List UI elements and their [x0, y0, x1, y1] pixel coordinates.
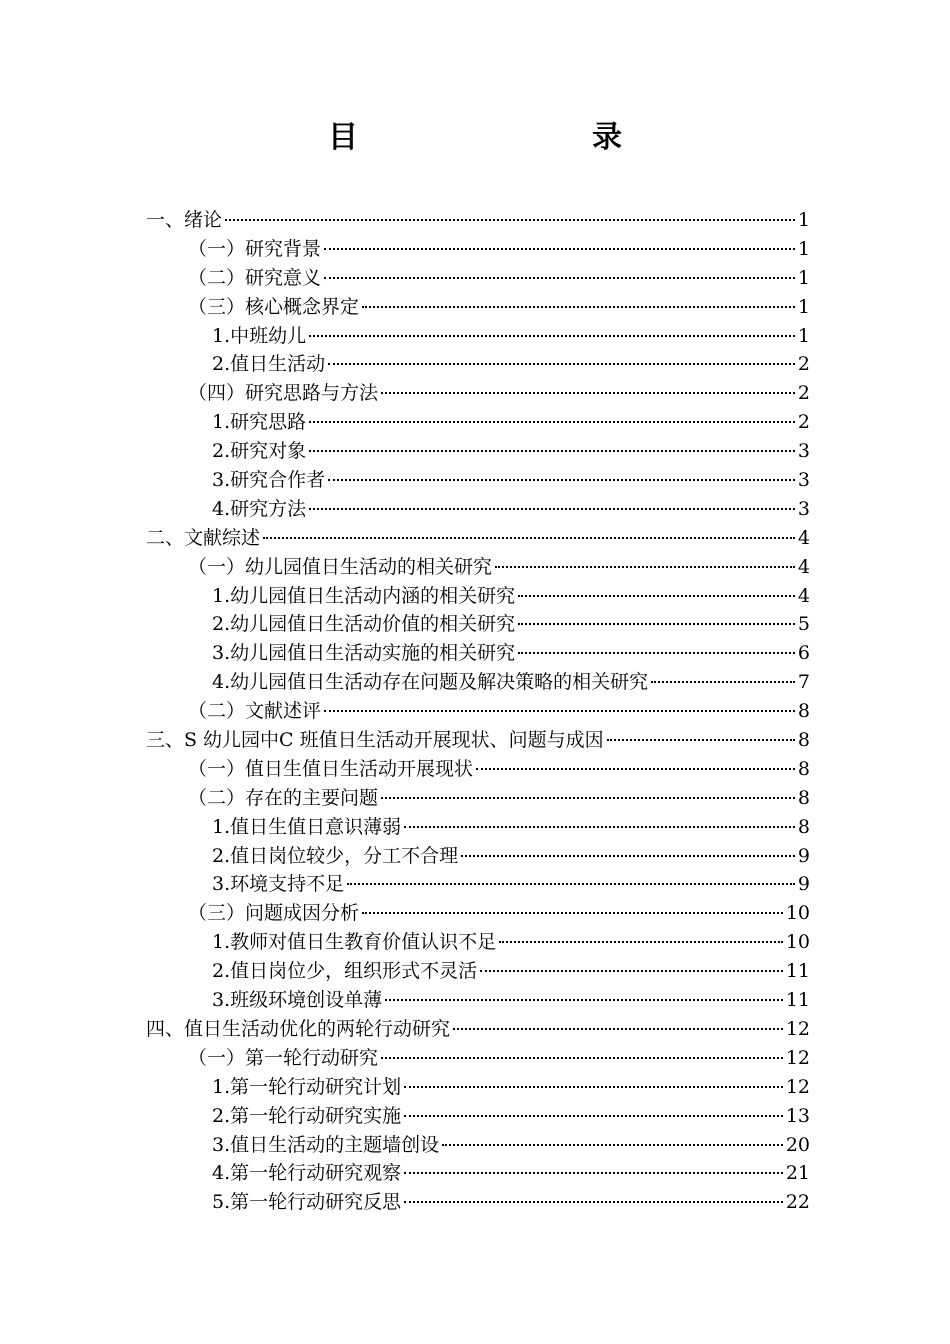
toc-entry-page-number: 1 [797, 295, 810, 318]
toc-entry-label: （二）存在的主要问题 [188, 786, 379, 809]
toc-entry[interactable] [146, 1015, 810, 1044]
toc-entry-label: （一）研究背景 [188, 237, 322, 260]
toc-entry[interactable] [146, 928, 810, 957]
toc-entry[interactable] [146, 1188, 810, 1217]
dot-leader [324, 710, 795, 712]
toc-entry-label: 3.班级环境创设单薄 [212, 989, 383, 1012]
dot-leader [404, 1086, 783, 1088]
toc-entry[interactable] [146, 726, 810, 755]
toc-entry[interactable] [146, 264, 810, 293]
toc-entry[interactable] [146, 582, 810, 611]
toc-entry-page-number: 21 [785, 1162, 810, 1185]
toc-entry-label: 2.第一轮行动研究实施 [212, 1104, 402, 1127]
toc-entry-label: （四）研究思路与方法 [188, 382, 379, 405]
dot-leader [518, 623, 795, 625]
toc-entry-label: 4.幼儿园值日生活动存在问题及解决策略的相关研究 [212, 671, 649, 694]
toc-entry-label: 3.研究合作者 [212, 469, 326, 492]
toc-entry-page-number: 3 [797, 469, 810, 492]
toc-entry-label: 4.第一轮行动研究观察 [212, 1162, 402, 1185]
toc-entry[interactable] [146, 870, 810, 899]
page-title: 目 录 [328, 120, 680, 155]
toc-entry-label: 1.第一轮行动研究计划 [212, 1075, 402, 1098]
toc-entry-page-number: 3 [797, 497, 810, 520]
toc-entry[interactable] [146, 466, 810, 495]
toc-entry-page-number: 9 [797, 844, 810, 867]
toc-entry[interactable] [146, 986, 810, 1015]
toc-entry-label: （一）幼儿园值日生活动的相关研究 [188, 555, 493, 578]
dot-leader [385, 999, 783, 1001]
dot-leader [518, 595, 795, 597]
toc-entry-page-number: 5 [797, 613, 810, 636]
toc-entry-page-number: 4 [797, 584, 810, 607]
toc-entry-label: （一）第一轮行动研究 [188, 1046, 379, 1069]
toc-entry-page-number: 2 [797, 411, 810, 434]
toc-entry-page-number: 1 [797, 266, 810, 289]
toc-entry-label: （三）核心概念界定 [188, 295, 360, 318]
toc-entry-label: 2.值日岗位较少，分工不合理 [212, 844, 459, 867]
dot-leader [347, 883, 795, 885]
toc-entry-page-number: 8 [797, 815, 810, 838]
toc-entry-label: 2.幼儿园值日生活动价值的相关研究 [212, 613, 516, 636]
toc-entry[interactable] [146, 293, 810, 322]
toc-entry-page-number: 3 [797, 440, 810, 463]
toc-entry-page-number: 2 [797, 353, 810, 376]
toc-entry-page-number: 10 [785, 931, 810, 954]
toc-entry-label: （二）文献述评 [188, 700, 322, 723]
dot-leader [499, 941, 783, 943]
toc-entry-page-number: 4 [797, 526, 810, 549]
dot-leader [263, 537, 795, 539]
toc-entry[interactable] [146, 495, 810, 524]
dot-leader [442, 1144, 783, 1146]
toc-entry-page-number: 1 [797, 237, 810, 260]
dot-leader [328, 479, 795, 481]
dot-leader [381, 1057, 783, 1059]
toc-entry-page-number: 6 [797, 642, 810, 665]
dot-leader [651, 681, 795, 683]
toc-entry[interactable] [146, 206, 810, 235]
toc-entry-page-number: 1 [797, 209, 810, 231]
dot-leader [453, 1028, 783, 1030]
toc-entry-page-number: 2 [797, 382, 810, 405]
toc-entry-label: （一）值日生值日生活动开展现状 [188, 757, 474, 780]
toc-entry-page-number: 7 [797, 671, 810, 694]
dot-leader [362, 306, 795, 308]
dot-leader [607, 739, 795, 741]
toc-entry-page-number: 8 [797, 700, 810, 723]
dot-leader [404, 826, 795, 828]
toc-entry[interactable] [146, 639, 810, 668]
dot-leader [404, 1115, 783, 1117]
toc-entry-page-number: 8 [797, 729, 810, 752]
toc-entry-label: 3.环境支持不足 [212, 873, 345, 896]
toc-entry-label: 三、S 幼儿园中C 班值日生活动开展现状、问题与成因 [146, 729, 604, 752]
toc-entry[interactable] [146, 957, 810, 986]
dot-leader [324, 248, 795, 250]
dot-leader [495, 566, 795, 568]
toc-entry-label: 2.研究对象 [212, 440, 307, 463]
toc-entry-label: 3.值日生活动的主题墙创设 [212, 1133, 440, 1156]
toc-entry-page-number: 9 [797, 873, 810, 896]
toc-entry-label: 一、绪论 [146, 209, 223, 231]
dot-leader [324, 277, 795, 279]
toc-entry[interactable] [146, 610, 810, 639]
toc-entry[interactable] [146, 784, 810, 813]
toc-entry[interactable] [146, 1073, 810, 1102]
toc-entry[interactable] [146, 842, 810, 871]
table-of-contents [146, 206, 810, 1217]
toc-entry-label: 1.教师对值日生教育价值认识不足 [212, 931, 497, 954]
dot-leader [461, 855, 795, 857]
toc-entry-page-number: 10 [785, 902, 810, 925]
toc-entry-label: 4.研究方法 [212, 497, 307, 520]
dot-leader [518, 652, 795, 654]
toc-entry[interactable] [146, 1131, 810, 1160]
toc-entry-page-number: 12 [785, 1017, 810, 1040]
toc-entry-page-number: 13 [785, 1104, 810, 1127]
toc-entry[interactable] [146, 408, 810, 437]
dot-leader [476, 768, 795, 770]
toc-entry-label: 1.中班幼儿 [212, 324, 307, 347]
toc-entry[interactable] [146, 1044, 810, 1073]
dot-leader [328, 363, 795, 365]
toc-entry-label: 5.第一轮行动研究反思 [212, 1191, 402, 1214]
toc-entry-label: 1.幼儿园值日生活动内涵的相关研究 [212, 584, 516, 607]
toc-entry-page-number: 4 [797, 555, 810, 578]
toc-entry-label: 二、文献综述 [146, 526, 261, 549]
toc-entry-page-number: 12 [785, 1075, 810, 1098]
toc-entry[interactable] [146, 553, 810, 582]
toc-entry-page-number: 22 [785, 1191, 810, 1214]
toc-entry-label: （三）问题成因分析 [188, 902, 360, 925]
dot-leader [480, 970, 783, 972]
toc-entry[interactable] [146, 379, 810, 408]
dot-leader [309, 450, 795, 452]
toc-entry-page-number: 11 [785, 989, 810, 1012]
dot-leader [381, 392, 795, 394]
toc-entry[interactable] [146, 235, 810, 264]
dot-leader [404, 1172, 783, 1174]
toc-entry-label: 1.值日生值日意识薄弱 [212, 815, 402, 838]
toc-entry[interactable] [146, 668, 810, 697]
toc-entry-page-number: 20 [785, 1133, 810, 1156]
toc-entry-label: 2.值日生活动 [212, 353, 326, 376]
toc-entry[interactable] [146, 813, 810, 842]
toc-entry[interactable] [146, 1159, 810, 1188]
dot-leader [225, 219, 795, 221]
dot-leader [309, 421, 795, 423]
dot-leader [381, 797, 795, 799]
toc-entry-page-number: 1 [797, 324, 810, 347]
toc-entry-page-number: 8 [797, 757, 810, 780]
toc-entry[interactable] [146, 755, 810, 784]
dot-leader [309, 335, 795, 337]
toc-entry-label: 2.值日岗位少，组织形式不灵活 [212, 960, 478, 983]
toc-entry-label: 四、值日生活动优化的两轮行动研究 [146, 1017, 451, 1040]
toc-entry[interactable] [146, 1102, 810, 1131]
toc-entry-page-number: 11 [785, 960, 810, 983]
toc-entry[interactable] [146, 437, 810, 466]
dot-leader [362, 912, 783, 914]
toc-entry-page-number: 8 [797, 786, 810, 809]
toc-entry-label: （二）研究意义 [188, 266, 322, 289]
dot-leader [404, 1201, 783, 1203]
toc-entry[interactable] [146, 350, 810, 379]
toc-entry[interactable] [146, 899, 810, 928]
toc-entry-label: 3.幼儿园值日生活动实施的相关研究 [212, 642, 516, 665]
toc-entry[interactable] [146, 524, 810, 553]
toc-entry[interactable] [146, 697, 810, 726]
toc-entry-page-number: 12 [785, 1046, 810, 1069]
toc-entry-label: 1.研究思路 [212, 411, 307, 434]
toc-entry[interactable] [146, 322, 810, 351]
dot-leader [309, 508, 795, 510]
